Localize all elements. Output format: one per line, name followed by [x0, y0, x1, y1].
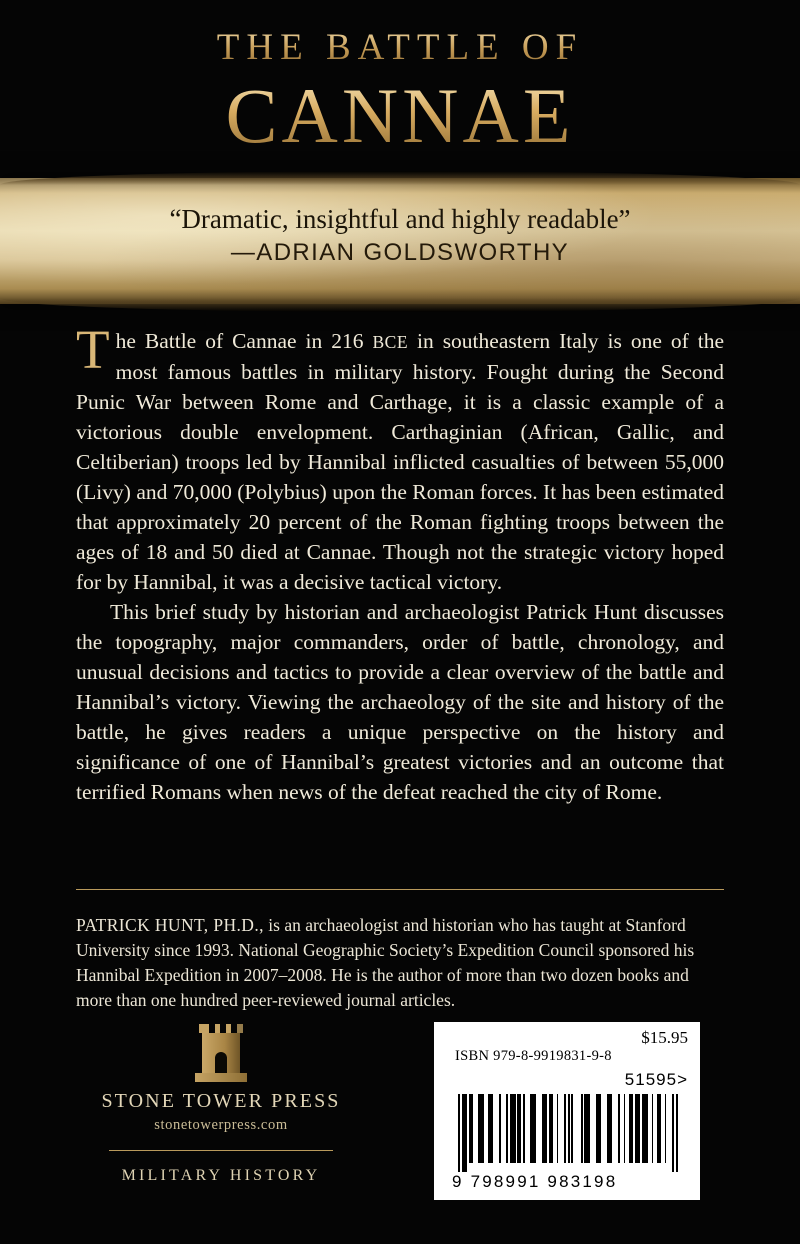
author-bio-name: PATRICK HUNT, PH.D.,	[76, 915, 264, 935]
publisher-logo	[76, 1020, 366, 1082]
title-line-1: THE BATTLE OF	[0, 26, 800, 69]
stone-tower-icon	[193, 1024, 249, 1082]
cover-title-block	[0, 26, 800, 161]
publisher-url[interactable]: stonetowerpress.com	[154, 1117, 288, 1133]
description-paragraph-2: This brief study by historian and archaeologist Patrick Hunt discusses the topography, major commanders, order of battle, chronology, and unusual decisions and tactics to provide a clear overview of the battle and Hannibal’s victory. Viewing the archaeology of the site and history of the battle, he gives readers a unique perspective on the history and significance of one of Hannibal’s greatest victories and an outcome that terrified Romans when news of the defeat reached the city of Rome.	[76, 600, 724, 804]
author-bio	[76, 913, 726, 1013]
blurb-attribution: —ADRIAN GOLDSWORTHY	[230, 239, 570, 266]
blurb-block	[0, 204, 800, 267]
barcode-block	[434, 1022, 700, 1200]
description-paragraph-1-text: he Battle of Cannae in 216 BCE in southeastern Italy is one of the most famous battles in military history. Fought during the Second Punic War between Rome and Carthage, it is a classic example of a victorious double envelopment. Carthaginian (African, Gallic, and Celtiberian) troops led by Hannibal inflicted casualties of between 55,000 (Livy) and 70,000 (Polybius) upon the Roman forces. It has been estimated that approximately 20 percent of the Roman fighting troops between the ages of 18 and 50 died at Cannae. Though not the strategic victory hoped for by Hannibal, it was a decisive tactical victory.	[76, 329, 724, 594]
ean13-digits: 9 798991 983198	[452, 1172, 618, 1191]
blurb-quote: “Dramatic, insightful and highly readable”	[169, 204, 631, 234]
back-cover-description	[76, 319, 724, 807]
description-paragraph-1	[76, 319, 724, 597]
ean5-label: 51595>	[624, 1070, 688, 1089]
category-label: MILITARY HISTORY	[121, 1167, 321, 1184]
horizontal-rule	[76, 889, 724, 890]
barcode-bars	[456, 1094, 678, 1172]
drop-cap: T	[76, 319, 110, 380]
price-label: $15.95	[641, 1028, 688, 1047]
author-bio-text: is an archaeologist and historian who has taught at Stanford University since 1993. National Geographic Society’s Expedition Council sponsored his Hannibal Expedition in 2007–2008. He is the author of more than two dozen books and more than one hundred peer-reviewed journal articles.	[76, 915, 695, 1010]
publisher-divider	[109, 1150, 333, 1151]
publisher-block	[76, 1020, 366, 1185]
parchment-banner	[0, 178, 800, 304]
publisher-name: STONE TOWER PRESS	[101, 1090, 341, 1112]
isbn-label: ISBN 979-8-9919831-9-8	[455, 1048, 612, 1064]
title-line-2: CANNAE	[0, 71, 800, 161]
